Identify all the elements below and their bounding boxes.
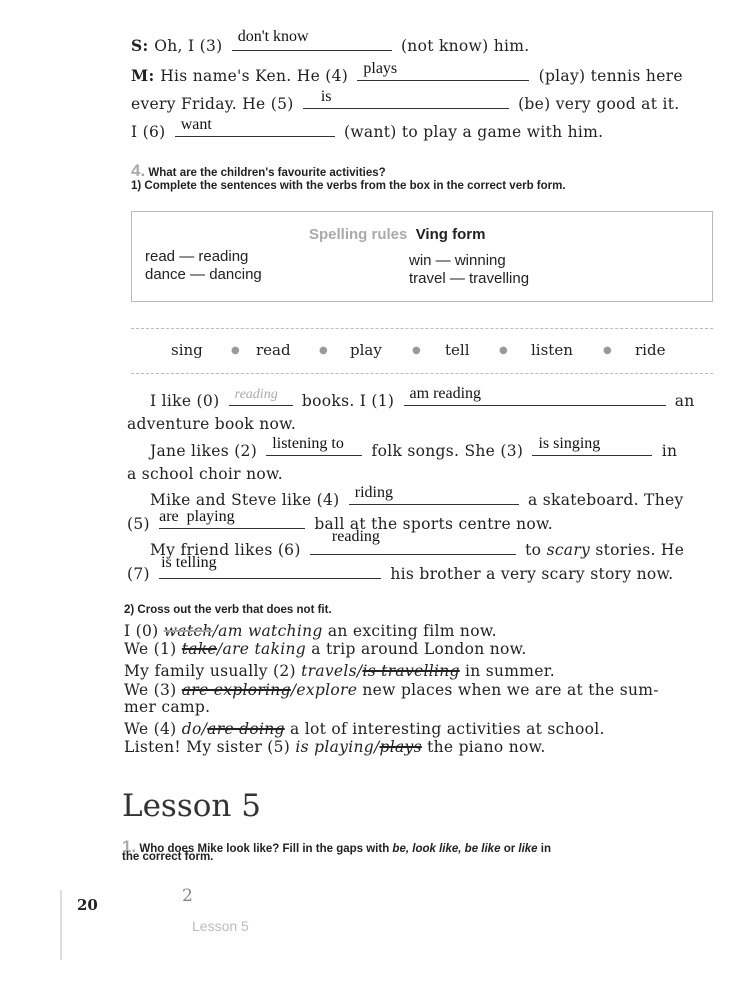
rule: win — winning <box>409 252 506 269</box>
cross-out-item <box>124 622 497 640</box>
page-number: 20 <box>77 896 98 914</box>
rule: travel — travelling <box>409 270 530 287</box>
text: (want) to play a game with him. <box>343 123 604 141</box>
kept-verb: are taking <box>222 640 307 658</box>
text: His name's Ken. He (4) <box>160 67 349 85</box>
answer-blank[interactable] <box>159 508 305 529</box>
text: Listen! My sister (5) <box>124 738 296 756</box>
lesson-exercise-1-cont: the correct form. <box>122 851 214 863</box>
kept-verb: explore <box>296 681 358 699</box>
text: (be) very good at it. <box>518 95 680 113</box>
text: in summer. <box>459 662 555 680</box>
text: We (4) <box>124 720 182 738</box>
text: be like <box>464 843 501 855</box>
verb: play <box>350 341 382 359</box>
kept-verb: am watching <box>218 622 323 640</box>
text: folk songs. She (3) <box>371 442 524 460</box>
speaker: M: <box>131 66 161 85</box>
part-1-instruction: 1) Complete the sentences with the verbs from the box in the correct verb form. <box>131 180 566 192</box>
kept-verb: travels <box>301 662 357 680</box>
text: stories. He <box>595 541 685 559</box>
cross-out-item <box>124 698 210 716</box>
exercise-number: 4. <box>131 161 146 180</box>
sentence <box>150 385 695 410</box>
sentence <box>150 435 678 460</box>
rule: dance — dancing <box>145 266 262 283</box>
verb: listen <box>531 341 573 359</box>
answer-blank[interactable] <box>357 60 529 81</box>
text: (7) <box>127 565 150 583</box>
verb: read <box>256 341 291 359</box>
box-title <box>309 226 485 243</box>
separator: / <box>217 640 223 658</box>
exercise-4-title <box>131 161 386 181</box>
verb: tell <box>445 341 470 359</box>
crossed-out-verb: is travelling <box>362 662 460 680</box>
text: a lot of interesting activities at school. <box>284 720 605 738</box>
text: an exciting film now. <box>322 622 497 640</box>
text: in <box>540 843 552 855</box>
text: I (6) <box>131 123 166 141</box>
bullet-icon: ● <box>319 345 328 356</box>
text: his brother a very scary story now. <box>390 565 674 583</box>
rules-left <box>145 248 262 284</box>
answer: want <box>180 116 212 133</box>
answer-blank[interactable] <box>229 387 293 406</box>
answer: is <box>320 88 332 105</box>
text: mer camp. <box>124 698 211 716</box>
dialogue-line-4 <box>131 60 683 85</box>
speaker: S: <box>131 36 155 55</box>
text: I (0) <box>124 622 164 640</box>
text: Mike and Steve like (4) <box>150 491 340 509</box>
crossed-out-verb: are exploring <box>181 681 291 699</box>
text: the piano now. <box>421 738 546 756</box>
bleed-mark <box>60 890 62 960</box>
text: new places when we are at the sum- <box>357 681 659 699</box>
kept-verb: is playing <box>295 738 374 756</box>
text: We (1) <box>124 640 182 658</box>
text: (not know) him. <box>400 37 530 55</box>
text: or <box>503 843 516 855</box>
separator: / <box>212 622 219 640</box>
lesson-title: Lesson 5 <box>122 788 261 824</box>
answer: plays <box>363 60 398 77</box>
verb: ride <box>635 341 666 359</box>
cross-out-item <box>124 738 546 756</box>
bullet-icon: ● <box>231 345 240 356</box>
answer: don't know <box>237 28 309 45</box>
text: (play) tennis here <box>538 67 683 85</box>
cross-out-item <box>124 640 527 658</box>
answer-blank[interactable] <box>349 484 519 505</box>
text: (5) <box>127 515 150 533</box>
bullet-icon: ● <box>499 345 508 356</box>
show-through-mark: 2 <box>182 886 193 906</box>
text: a skateboard. They <box>528 491 684 509</box>
text: I like (0) <box>150 392 220 410</box>
answer: is singing <box>538 435 601 452</box>
separator: / <box>356 662 363 680</box>
crossed-out-verb: watch <box>163 622 213 640</box>
text: every Friday. He (5) <box>131 95 294 113</box>
title-grey: Spelling rules <box>309 226 408 243</box>
sentence-continued: adventure book now. <box>127 415 297 433</box>
sentence-continued: a school choir now. <box>127 465 283 483</box>
rules-right <box>409 252 529 288</box>
answer: are playing <box>159 508 235 525</box>
text: to <box>525 541 542 559</box>
crossed-out-verb: plays <box>379 738 422 756</box>
verb-box <box>131 328 713 374</box>
cross-out-item <box>124 681 659 699</box>
cross-out-item <box>124 662 555 680</box>
separator: / <box>201 720 208 738</box>
dialogue-line-3 <box>131 28 530 55</box>
rule: read — reading <box>145 248 249 265</box>
text: like <box>518 843 538 855</box>
dialogue-line-6 <box>131 116 604 141</box>
answer: riding <box>354 484 393 501</box>
separator: / <box>373 738 380 756</box>
answer-blank[interactable] <box>404 385 666 406</box>
example-answer: reading <box>234 387 278 402</box>
exercise-number: 1. <box>122 837 137 856</box>
separator: / <box>290 681 297 699</box>
answer-blank[interactable] <box>303 88 509 109</box>
text: We (3) <box>124 681 182 699</box>
bullet-icon: ● <box>603 345 612 356</box>
show-through-text: Lesson 5 <box>192 918 249 934</box>
text: an <box>674 392 695 410</box>
answer-blank[interactable] <box>159 554 381 579</box>
sentence <box>150 484 684 509</box>
answer: am reading <box>409 385 482 402</box>
sentence <box>150 528 685 559</box>
text: in <box>661 442 678 460</box>
text: Oh, I (3) <box>154 37 223 55</box>
text: ball at the sports centre now. <box>314 515 554 533</box>
answer-blank[interactable] <box>532 435 652 456</box>
dialogue-line-5 <box>131 88 680 113</box>
text: Jane likes (2) <box>150 442 258 460</box>
text: scary <box>546 541 591 559</box>
text: be, <box>392 843 410 855</box>
answer: reading <box>331 528 380 545</box>
title: Ving form <box>415 226 486 243</box>
text: look like, <box>412 843 462 855</box>
crossed-out-verb: take <box>181 640 218 658</box>
verb: sing <box>171 341 203 359</box>
text: My friend likes (6) <box>150 541 301 559</box>
answer-blank[interactable] <box>175 116 335 137</box>
title: What are the children's favourite activities? <box>148 167 386 179</box>
answer: listening to <box>272 435 344 452</box>
text: a trip around London now. <box>306 640 527 658</box>
bullet-icon: ● <box>412 345 421 356</box>
answer-blank[interactable] <box>266 435 362 456</box>
part-2-instruction: 2) Cross out the verb that does not fit. <box>124 604 332 616</box>
text: books. I (1) <box>301 392 395 410</box>
text: My family usually (2) <box>124 662 302 680</box>
answer: is telling <box>161 554 217 571</box>
spelling-rules-box <box>131 211 713 302</box>
cross-out-item <box>124 720 605 738</box>
text: Who does Mike look like? Fill in the gaps with <box>139 843 393 855</box>
answer-blank[interactable] <box>310 528 516 555</box>
kept-verb: do <box>181 720 202 738</box>
answer-blank[interactable] <box>232 28 392 51</box>
sentence-continued <box>127 554 674 583</box>
crossed-out-verb: are doing <box>207 720 285 738</box>
